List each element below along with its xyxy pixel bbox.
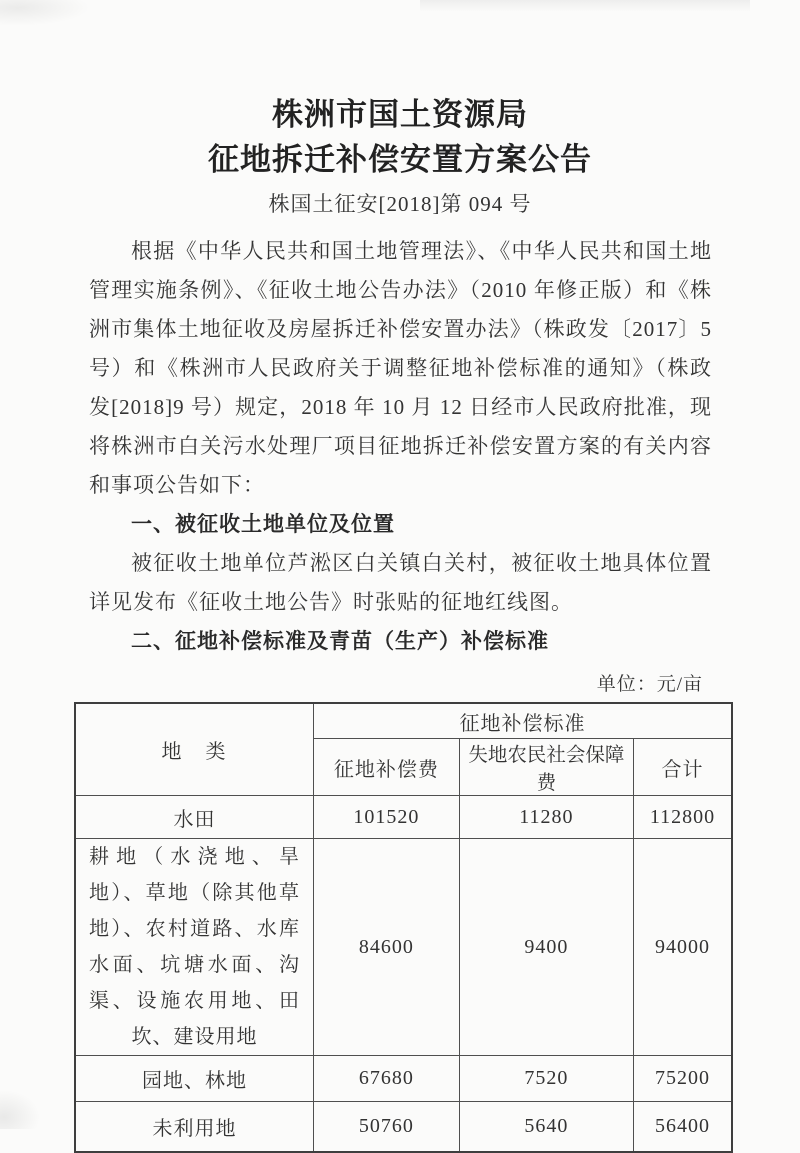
col-header-land-type: 地 类 bbox=[75, 703, 313, 796]
cell-land-type: 未利用地 bbox=[75, 1102, 313, 1153]
col-header-group: 征地补偿标准 bbox=[313, 703, 732, 739]
cell-total: 112800 bbox=[633, 796, 732, 839]
section-2-heading: 二、征地补偿标准及青苗（生产）补偿标准 bbox=[131, 629, 549, 653]
doc-title-line2: 征地拆迁补偿安置方案公告 bbox=[208, 142, 592, 177]
scan-smudge bbox=[0, 1090, 40, 1129]
unit-note: 单位：元/亩 bbox=[596, 674, 703, 695]
table-row bbox=[75, 839, 732, 1056]
cell-social-security: 11280 bbox=[459, 796, 633, 839]
intro-paragraph: 根据《中华人民共和国土地管理法》、《中华人民共和国土地管理实施条例》、《征收土地公告办法》（2010 年修正版）和《株洲市集体土地征收及房屋拆迁补偿安置办法》（株政发〔2017〕5 号）和《株洲市人民政府关于调整征地补偿标准的通知》（株政发[2018]9 号）规定，2018 年 10 月 12 日经市人民政府批准，现将株洲市白关污水处理厂项目征地拆迁补偿安置方案的有关内容和事项公告如下： bbox=[89, 239, 712, 497]
table-row bbox=[75, 1056, 732, 1102]
cell-social-security: 5640 bbox=[459, 1102, 633, 1153]
cell-social-security: 7520 bbox=[459, 1056, 633, 1102]
cell-social-security: 9400 bbox=[459, 839, 633, 1056]
doc-number: 株国土征安[2018]第 094 号 bbox=[268, 192, 532, 216]
section-1-heading: 一、被征收土地单位及位置 bbox=[131, 512, 395, 536]
table-header-row-group bbox=[75, 703, 732, 739]
cell-compensation: 50760 bbox=[313, 1102, 459, 1153]
cell-land-type: 园地、林地 bbox=[75, 1056, 313, 1102]
cell-compensation: 101520 bbox=[313, 796, 459, 839]
cell-compensation: 67680 bbox=[313, 1056, 459, 1102]
cell-total: 56400 bbox=[633, 1102, 732, 1153]
cell-compensation: 84600 bbox=[313, 839, 459, 1056]
cell-land-type: 水田 bbox=[75, 796, 313, 839]
col-header-total: 合计 bbox=[633, 739, 732, 796]
col-header-social-security: 失地农民社会保障费 bbox=[459, 739, 633, 796]
table-row bbox=[75, 796, 732, 839]
doc-title-line1: 株洲市国土资源局 bbox=[272, 97, 528, 132]
table-row bbox=[75, 1102, 732, 1153]
section-1-paragraph: 被征收土地单位芦淞区白关镇白关村，被征收土地具体位置详见发布《征收土地公告》时张贴的征地红线图。 bbox=[89, 551, 712, 614]
title-block bbox=[0, 0, 800, 219]
compensation-table bbox=[74, 702, 733, 1153]
cell-total: 75200 bbox=[633, 1056, 732, 1102]
cell-land-type: 耕地（水浇地、旱地）、草地（除其他草地）、农村道路、水库水面、坑塘水面、沟渠、设施农用地、田坎、建设用地 bbox=[75, 839, 313, 1056]
cell-total: 94000 bbox=[633, 839, 732, 1056]
col-header-compensation: 征地补偿费 bbox=[313, 739, 459, 796]
